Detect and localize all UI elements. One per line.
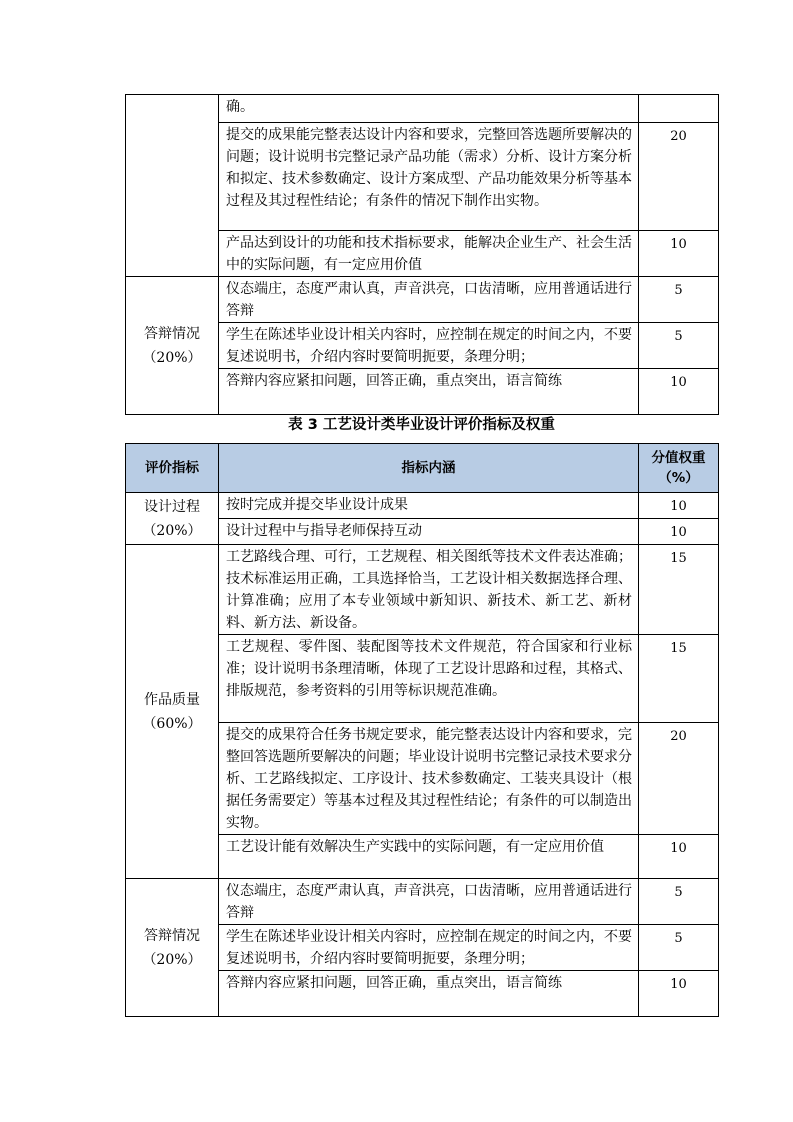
- weight-cell: 10: [639, 369, 719, 415]
- indicator-percent: （20%）: [142, 951, 202, 968]
- weight-cell: 10: [639, 231, 719, 277]
- weight-cell: 10: [639, 835, 719, 879]
- content-cell: 工艺路线合理、可行，工艺规程、相关图纸等技术文件表达准确；技术标准运用正确，工具选择恰当，工艺设计相关数据选择合理、计算准确；应用了本专业领域中新知识、新技术、新工艺、新材料、新方法、新设备。: [219, 545, 639, 635]
- header-content: 指标内涵: [219, 444, 639, 493]
- criteria-table-continued: [125, 94, 719, 415]
- header-weight: 分值权重（%）: [639, 444, 719, 493]
- indicator-name: 设计过程: [144, 498, 200, 515]
- content-cell: 产品达到设计的功能和技术指标要求，能解决企业生产、社会生活中的实际问题，有一定应用价值: [219, 231, 639, 277]
- content-cell: 提交的成果符合任务书规定要求，能完整表达设计内容和要求，完整回答选题所要解决的问题；毕业设计说明书完整记录技术要求分析、工艺路线拟定、工序设计、技术参数确定、工装夹具设计（根据任务需要定）等基本过程及其过程性结论；有条件的可以制造出实物。: [219, 723, 639, 835]
- content-cell: 确。: [219, 95, 639, 123]
- weight-cell: 20: [639, 123, 719, 231]
- weight-cell: 5: [639, 323, 719, 369]
- indicator-name: 答辩情况: [144, 927, 200, 944]
- content-cell: 仪态端庄，态度严肃认真，声音洪亮，口齿清晰，应用普通话进行答辩: [219, 277, 639, 323]
- content-cell: 学生在陈述毕业设计相关内容时，应控制在规定的时间之内，不要复述说明书，介绍内容时要简明扼要，条理分明；: [219, 925, 639, 971]
- indicator-name: 答辩情况: [144, 325, 200, 342]
- indicator-defense: [126, 277, 219, 415]
- indicator-design-process: [126, 493, 219, 545]
- content-cell: 按时完成并提交毕业设计成果: [219, 493, 639, 519]
- content-cell: 工艺设计能有效解决生产实践中的实际问题，有一定应用价值: [219, 835, 639, 879]
- criteria-table-3: [125, 443, 719, 1017]
- weight-cell: 15: [639, 635, 719, 723]
- indicator-defense: [126, 879, 219, 1017]
- content-cell: 工艺规程、零件图、装配图等技术文件规范，符合国家和行业标准；设计说明书条理清晰，体现了工艺设计思路和过程，其格式、排版规范，参考资料的引用等标识规范准确。: [219, 635, 639, 723]
- table-caption: 表 3 工艺设计类毕业设计评价指标及权重: [288, 417, 555, 433]
- indicator-percent: （20%）: [142, 522, 202, 539]
- weight-cell: 10: [639, 493, 719, 519]
- indicator-cell-continued: [126, 95, 219, 277]
- indicator-name: 作品质量: [144, 691, 200, 708]
- indicator-percent: （20%）: [142, 349, 202, 366]
- indicator-percent: （60%）: [142, 715, 202, 732]
- indicator-work-quality: [126, 545, 219, 879]
- content-cell: 学生在陈述毕业设计相关内容时，应控制在规定的时间之内，不要复述说明书，介绍内容时要简明扼要，条理分明；: [219, 323, 639, 369]
- weight-cell: 5: [639, 879, 719, 925]
- weight-cell: [639, 95, 719, 123]
- content-cell: 答辩内容应紧扣问题，回答正确，重点突出，语言简练: [219, 369, 639, 415]
- weight-cell: 5: [639, 925, 719, 971]
- content-cell: 答辩内容应紧扣问题，回答正确，重点突出，语言简练: [219, 971, 639, 1017]
- content-cell: 设计过程中与指导老师保持互动: [219, 519, 639, 545]
- weight-cell: 10: [639, 519, 719, 545]
- weight-cell: 15: [639, 545, 719, 635]
- weight-cell: 5: [639, 277, 719, 323]
- weight-cell: 20: [639, 723, 719, 835]
- content-cell: 仪态端庄，态度严肃认真，声音洪亮，口齿清晰，应用普通话进行答辩: [219, 879, 639, 925]
- header-indicator: 评价指标: [126, 444, 219, 493]
- weight-cell: 10: [639, 971, 719, 1017]
- content-cell: 提交的成果能完整表达设计内容和要求，完整回答选题所要解决的问题；设计说明书完整记录产品功能（需求）分析、设计方案分析和拟定、技术参数确定、设计方案成型、产品功能效果分析等基本过程及其过程性结论；有条件的情况下制作出实物。: [219, 123, 639, 231]
